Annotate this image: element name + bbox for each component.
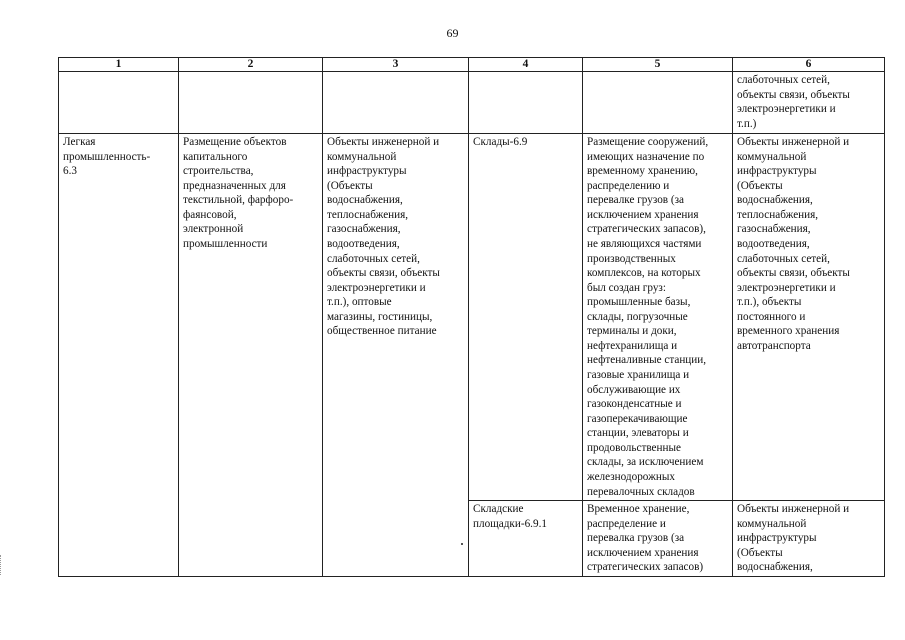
conditional-auxiliary-cell: Объекты инженерной и коммунальной инфраструктуры (Объекты водоснабжения, теплоснабжения, газоснабжения, водоотведения, слаботочных сетей, объекты связи, объекты электроэнергетики и т.п.), объекты постоянного и временного хранения автотранспорта xyxy=(733,134,885,501)
col-header-6: 6 xyxy=(733,58,885,72)
conditional-use-cell: Склады-6.9 xyxy=(469,134,583,501)
land-use-table xyxy=(58,57,885,577)
conditional-use-cell: Складские площадки-6.9.1 xyxy=(469,501,583,577)
page-number: 69 xyxy=(446,26,459,40)
col-header-3: 3 xyxy=(323,58,469,72)
col-header-2: 2 xyxy=(179,58,323,72)
scan-edge-marks xyxy=(0,555,4,575)
scan-speck xyxy=(461,543,463,545)
header-row xyxy=(59,58,885,72)
conditional-use-description-cell: Временное хранение, распределение и перевалка грузов (за исключением хранения стратегических запасов) xyxy=(583,501,733,577)
cont-cell-4 xyxy=(469,72,583,134)
table-row xyxy=(59,134,885,501)
cont-cell-3 xyxy=(323,72,469,134)
conditional-auxiliary-cell: Объекты инженерной и коммунальной инфраструктуры (Объекты водоснабжения, xyxy=(733,501,885,577)
col-header-4: 4 xyxy=(469,58,583,72)
col-header-1: 1 xyxy=(59,58,179,72)
main-use-description-cell: Размещение объектов капитального строительства, предназначенных для текстильной, фарфоро- фаянсовой, электронной промышленности xyxy=(179,134,323,577)
col-header-5: 5 xyxy=(583,58,733,72)
cont-cell-5 xyxy=(583,72,733,134)
zone-type-cell: Легкая промышленность- 6.3 xyxy=(59,134,179,577)
cont-cell-2 xyxy=(179,72,323,134)
continuation-row xyxy=(59,72,885,134)
cont-cell-1 xyxy=(59,72,179,134)
auxiliary-use-cell: Объекты инженерной и коммунальной инфраструктуры (Объекты водоснабжения, теплоснабжения, газоснабжения, водоотведения, слаботочных сетей, объекты связи, объекты электроэнергетики и т.п.), оптовые магазины, гостиницы, общественное питание xyxy=(323,134,469,577)
cont-cell-6: слаботочных сетей, объекты связи, объекты электроэнергетики и т.п.) xyxy=(733,72,885,134)
conditional-use-description-cell: Размещение сооружений, имеющих назначение по временному хранению, распределению и перевалке грузов (за исключением хранения стратегических запасов), не являющихся частями производственных комплексов, на которых был создан груз: промышленные базы, склады, погрузочные терминалы и доки, нефтехранилища и нефтеналивные станции, газовые хранилища и обслуживающие их газоконденсатные и газоперекачивающие станции, элеваторы и продовольственные склады, за исключением железнодорожных перевалочных складов xyxy=(583,134,733,501)
